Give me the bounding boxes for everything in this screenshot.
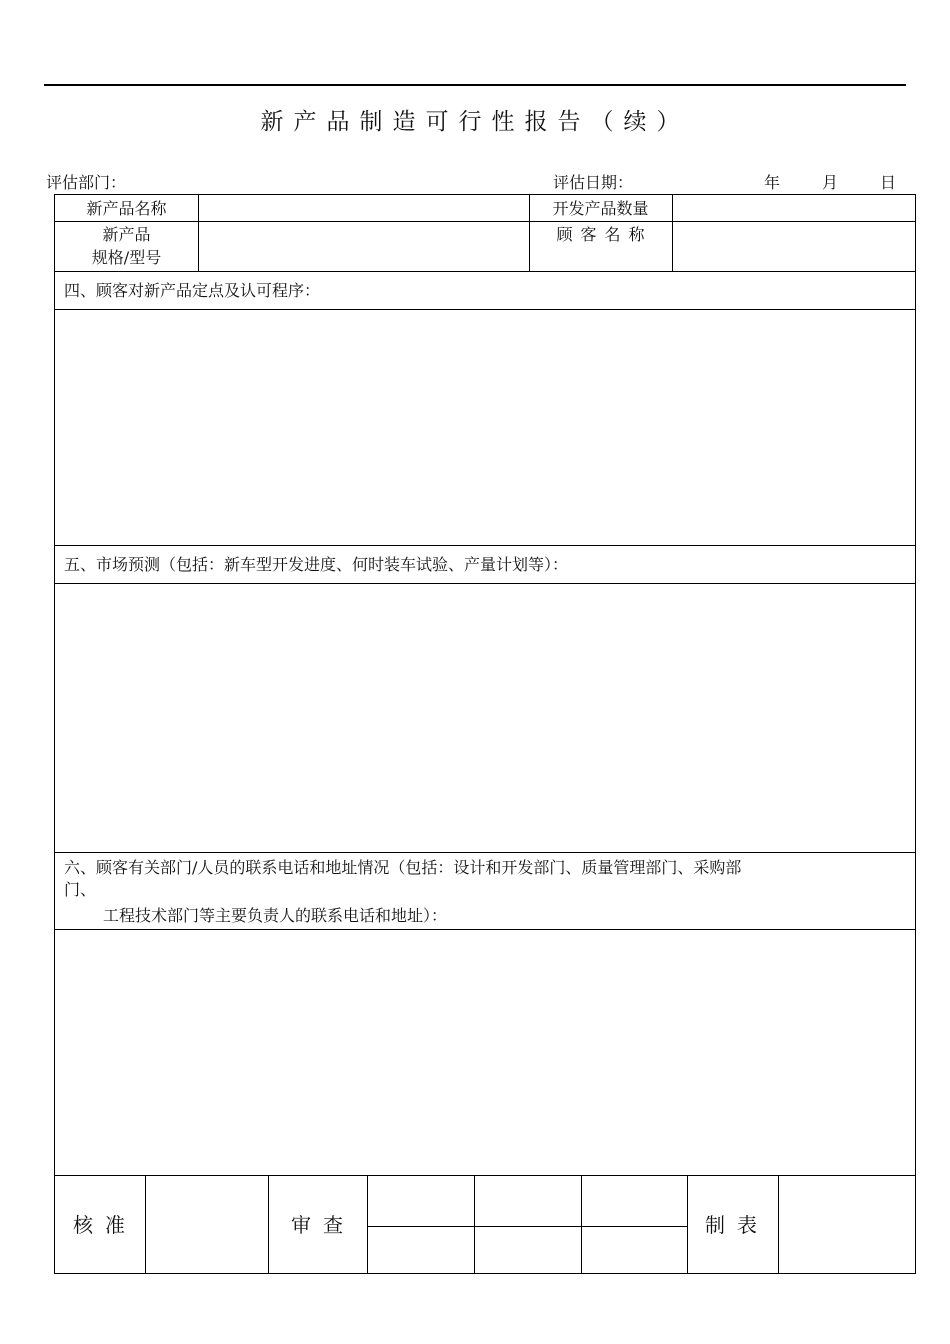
date-label: 评估日期：	[553, 173, 634, 192]
top-rule	[44, 84, 906, 86]
column-divider	[367, 1175, 368, 1273]
row-divider	[55, 221, 915, 222]
month-label: 月	[822, 173, 839, 192]
year-label: 年	[764, 173, 781, 192]
report-form	[54, 194, 916, 1274]
product-name-label: 新产品名称	[86, 199, 167, 218]
review-signature-field[interactable]	[371, 1230, 471, 1270]
review-signature-field[interactable]	[478, 1179, 578, 1223]
column-divider	[672, 195, 673, 271]
column-divider	[145, 1175, 146, 1273]
section5-content-area[interactable]	[61, 587, 909, 848]
section6-title-line2: 门、	[64, 880, 97, 899]
day-label: 日	[880, 173, 897, 192]
prepare-signature-field[interactable]	[782, 1179, 909, 1269]
review-label: 审查	[291, 1213, 355, 1237]
section6-title-line3: 工程技术部门等主要负责人的联系电话和地址）：	[103, 906, 448, 925]
review-signature-field[interactable]	[478, 1230, 578, 1270]
section4-title: 四、顾客对新产品定点及认可程序：	[64, 281, 321, 300]
column-divider	[778, 1175, 779, 1273]
row-divider	[55, 929, 915, 930]
prepare-label: 制表	[705, 1213, 769, 1237]
row-divider	[55, 309, 915, 310]
review-signature-field[interactable]	[585, 1230, 684, 1270]
column-divider	[268, 1175, 269, 1273]
column-divider	[581, 1175, 582, 1273]
row-divider	[55, 583, 915, 584]
row-divider	[55, 271, 915, 272]
section4-content-area[interactable]	[61, 313, 909, 541]
spec-label-line1: 新产品	[102, 225, 151, 244]
customer-name-field[interactable]	[677, 224, 909, 268]
review-signature-field[interactable]	[371, 1179, 471, 1223]
approve-label: 核准	[73, 1213, 137, 1237]
product-name-field[interactable]	[203, 198, 523, 220]
row-divider	[55, 1175, 915, 1176]
spec-label-line2: 规格/型号	[91, 248, 162, 267]
customer-name-label: 顾客名称	[556, 225, 653, 244]
dev-quantity-label: 开发产品数量	[552, 199, 649, 218]
approve-signature-field[interactable]	[149, 1179, 264, 1269]
column-divider	[474, 1175, 475, 1273]
review-signature-field[interactable]	[585, 1179, 684, 1223]
document-title: 新产品制造可行性报告（续）	[260, 109, 690, 135]
column-divider	[687, 1175, 688, 1273]
signature-split-line	[367, 1226, 687, 1227]
section6-title-line1: 六、顾客有关部门/人员的联系电话和地址情况（包括：设计和开发部门、质量管理部门、采购部	[64, 858, 742, 877]
column-divider	[198, 195, 199, 271]
row-divider	[55, 852, 915, 853]
section6-content-area[interactable]	[61, 933, 909, 1171]
dev-quantity-field[interactable]	[677, 198, 909, 220]
spec-field[interactable]	[203, 224, 523, 268]
row-divider	[55, 545, 915, 546]
section5-title: 五、市场预测（包括：新车型开发进度、何时装车试验、产量计划等）：	[64, 555, 569, 574]
department-label: 评估部门：	[46, 173, 127, 192]
